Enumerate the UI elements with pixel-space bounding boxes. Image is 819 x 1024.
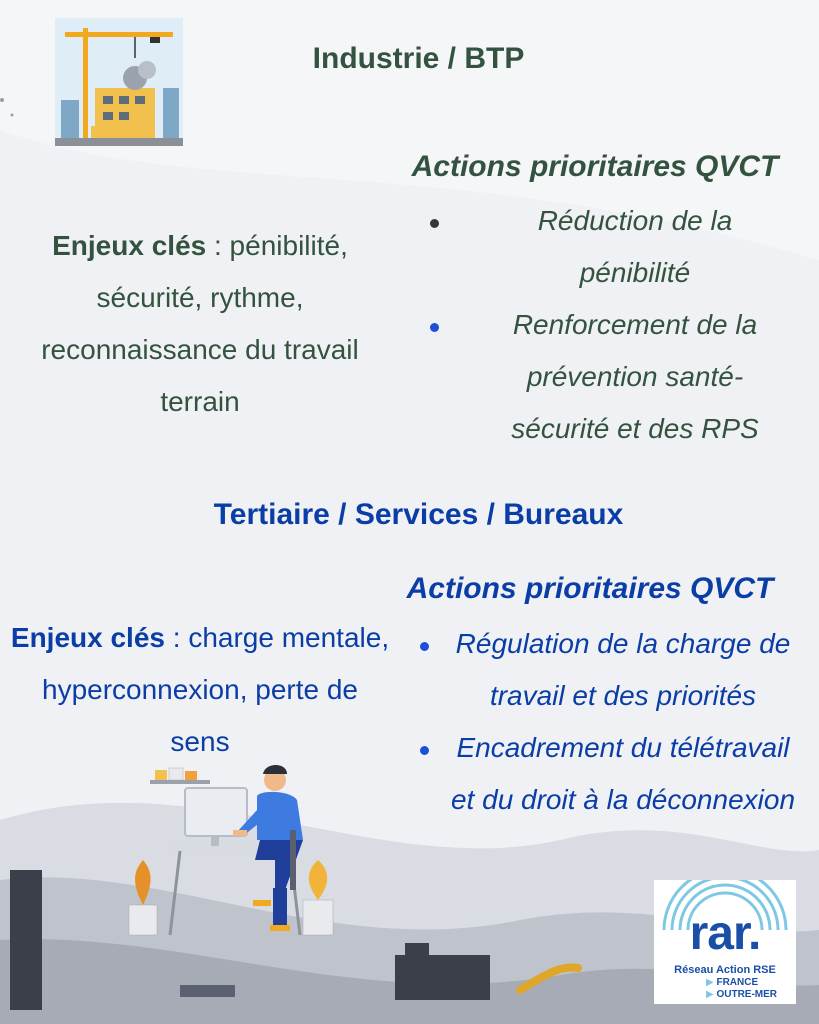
rar-logo	[654, 880, 796, 1004]
office-worker-illustration	[125, 760, 345, 940]
enjeux-label: Enjeux clés	[10, 622, 165, 653]
bullet-icon	[420, 642, 429, 651]
enjeux-text: : pénibilité, sécurité, rythme, reconnaissance du travail terrain	[41, 230, 359, 417]
enjeux-label: Enjeux clés	[52, 230, 207, 261]
list-item: Régulation de la charge de travail et des priorités	[410, 618, 800, 722]
actions-list-tertiaire	[410, 618, 800, 826]
enjeux-text: : charge mentale, hyperconnexion, perte de sens	[42, 622, 390, 757]
section-title-tertiaire: Tertiaire / Services / Bureaux	[213, 498, 624, 531]
logo-line3: ▶ OUTRE-MER	[706, 989, 778, 1000]
actions-title-tertiaire: Actions prioritaires QVCT	[406, 572, 774, 605]
list-item: Renforcement de la prévention santé-sécurité et des RPS	[420, 299, 790, 455]
list-item: Réduction de la pénibilité	[420, 195, 790, 299]
enjeux-tertiaire	[10, 612, 390, 768]
logo-mark: rar.	[689, 907, 761, 960]
list-item: Encadrement du télétravail et du droit à la déconnexion	[410, 722, 800, 826]
construction-crane-illustration	[55, 18, 183, 146]
section-title-industrie: Industrie / BTP	[312, 42, 525, 75]
bullet-icon	[430, 323, 439, 332]
enjeux-industrie	[10, 220, 390, 428]
logo-line2: ▶ FRANCE	[706, 977, 759, 988]
actions-list-industrie	[420, 195, 790, 455]
bullet-icon	[430, 219, 439, 228]
actions-title-industrie: Actions prioritaires QVCT	[411, 150, 779, 183]
logo-line1: Réseau Action RSE	[674, 964, 776, 976]
bullet-icon	[420, 746, 429, 755]
